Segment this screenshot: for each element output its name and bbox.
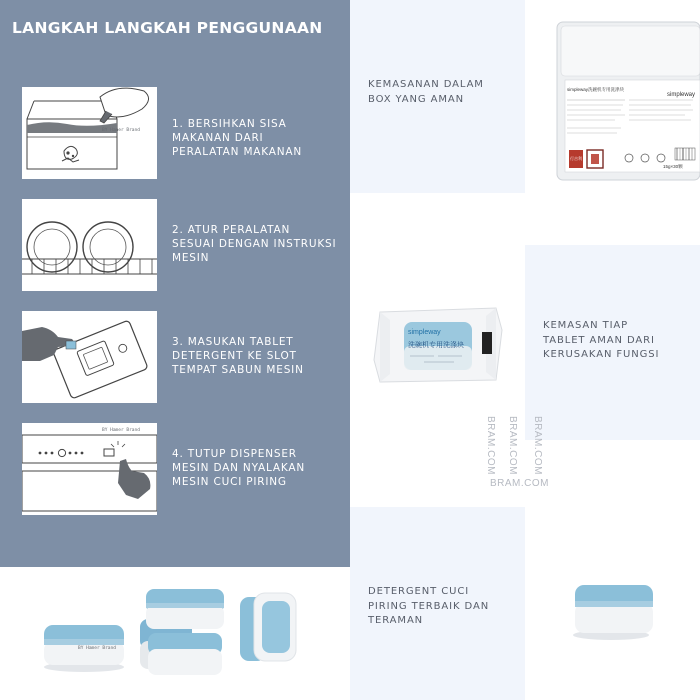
- watermark-4: BRAM.COM: [490, 478, 549, 489]
- instructions-panel: [0, 0, 350, 567]
- dish-rack-icon: [22, 199, 157, 291]
- box-size: 15g×30颗: [663, 164, 683, 169]
- step-3-text: 3. MASUKAN TABLET DETERGENT KE SLOT TEMPAT SABUN MESIN: [172, 336, 304, 376]
- watermark-1: BRAM.COM: [485, 416, 496, 475]
- step-4: [22, 423, 342, 515]
- scrape-plate-icon: [22, 87, 157, 179]
- pouch-brand: simpleway: [408, 329, 441, 336]
- box-brand: simpleway: [667, 92, 696, 98]
- brand-mark-4: BY Hamer Brand: [102, 428, 140, 433]
- step-3: [22, 311, 342, 403]
- pouch-product-name: 洗碗机专用洗涤块: [408, 342, 464, 349]
- product-box-photo: [525, 0, 700, 193]
- brand-mark-tablets: BY Hamer Brand: [78, 646, 116, 651]
- page-title: LANGKAH LANGKAH PENGGUNAAN: [12, 19, 323, 37]
- tablets-group-photo: [0, 567, 350, 700]
- dishwasher-button-icon: [22, 423, 157, 515]
- step-4-text: 4. TUTUP DISPENSER MESIN DAN NYALAKAN MESIN CUCI PIRING: [172, 448, 305, 488]
- box-product-name: simpleway洗碗机专用洗涤块: [567, 87, 625, 92]
- step-1: [22, 87, 342, 179]
- step-1-text: 1. BERSIHKAN SISA MAKANAN DARI PERALATAN MAKANAN: [172, 118, 303, 158]
- pouch-caption: KEMASAN TIAP TABLET AMAN DARI KERUSAKAN FUNGSI: [543, 320, 660, 360]
- box-stamp: 行吉利: [570, 156, 582, 161]
- single-tablet-photo: [525, 507, 700, 700]
- watermark-2: BRAM.COM: [507, 416, 518, 475]
- step-2-text: 2. ATUR PERALATAN SESUAI DENGAN INSTRUKSI MESIN: [172, 224, 337, 264]
- brand-mark-1: BY Hamer Brand: [102, 128, 140, 133]
- step-2: [22, 199, 342, 291]
- tablet-caption: DETERGENT CUCI PIRING TERBAIK DAN TERAMAN: [368, 586, 490, 626]
- insert-tablet-icon: [22, 311, 157, 403]
- tablet-pouch-photo: [350, 250, 525, 440]
- box-caption: KEMASANAN DALAM BOX YANG AMAN: [368, 79, 484, 105]
- watermark-3: BRAM.COM: [532, 416, 543, 475]
